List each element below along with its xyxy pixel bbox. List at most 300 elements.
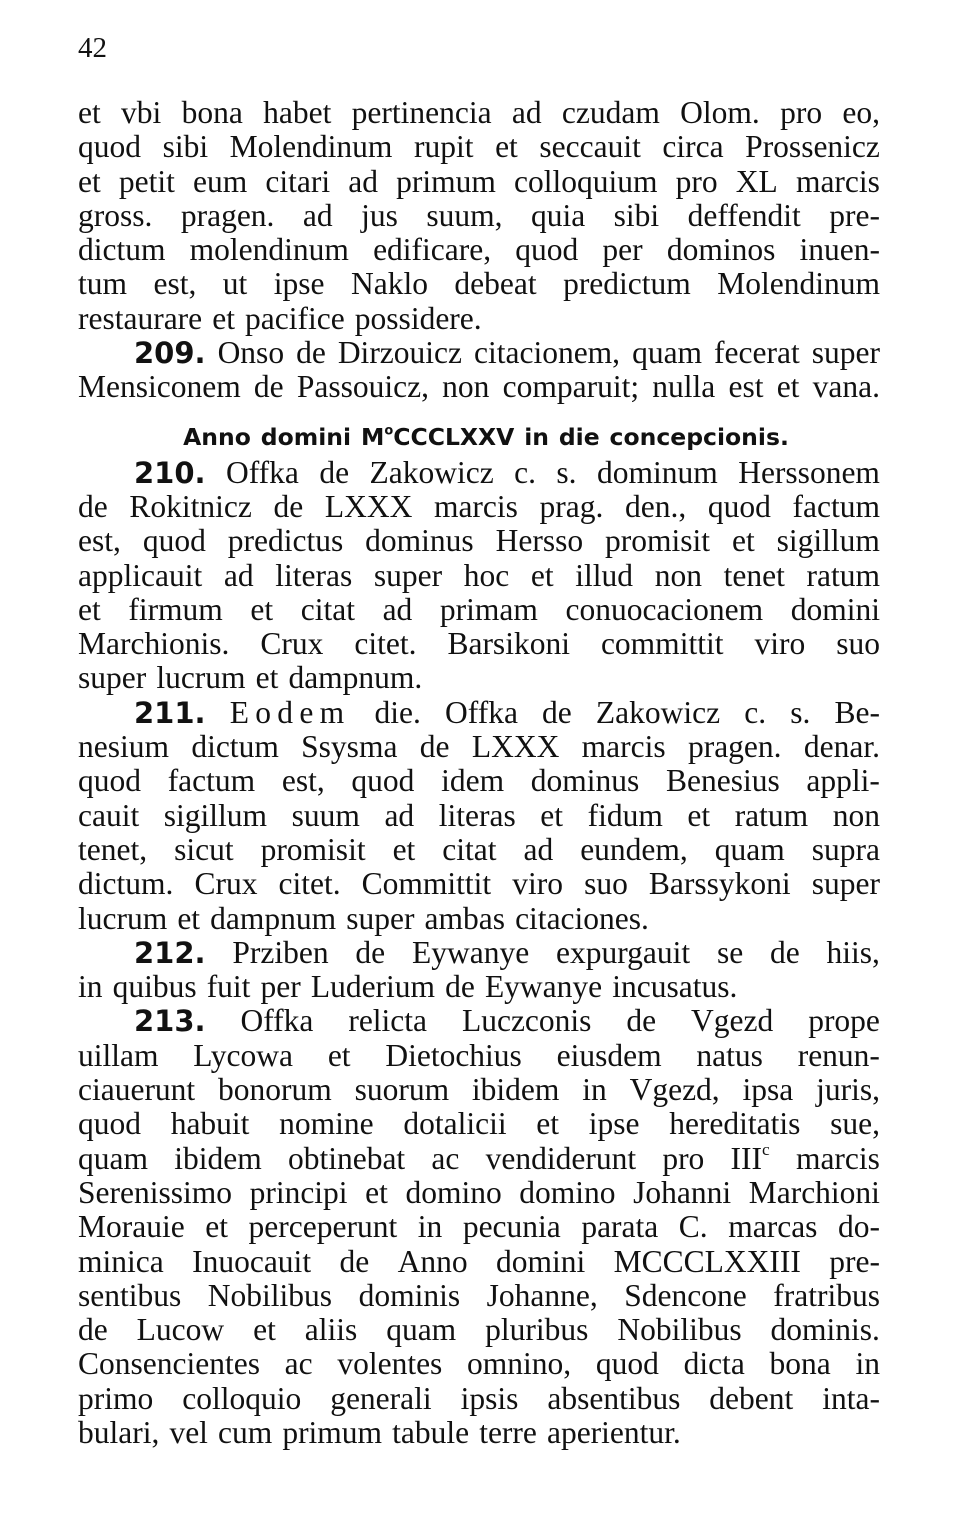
text-line <box>78 1107 880 1141</box>
word: lucrum <box>78 900 168 936</box>
word: pecunia <box>462 1209 561 1245</box>
word: factum <box>792 488 880 524</box>
word: obtinebat <box>287 1140 406 1176</box>
word: super <box>373 557 443 593</box>
word: ac <box>284 1346 313 1382</box>
word: et <box>253 1312 276 1348</box>
word: c. <box>514 454 536 490</box>
entry-number: 211. <box>134 695 206 730</box>
word: de <box>626 1003 657 1039</box>
word: Olom. <box>680 95 760 130</box>
word: omnino, <box>467 1346 572 1382</box>
word: literas <box>275 557 353 593</box>
word: hereditatis <box>669 1106 801 1142</box>
word: citaciones. <box>515 900 649 936</box>
word: Offka <box>445 694 518 730</box>
word: fratribus <box>773 1277 880 1313</box>
word: Mensiconem <box>78 369 241 405</box>
word: Naklo <box>350 266 428 302</box>
word: quam <box>78 1140 148 1176</box>
word: czudam <box>561 95 660 130</box>
word: Consencientes <box>78 1346 260 1382</box>
word: tum <box>78 266 128 302</box>
word: Onso <box>217 335 285 371</box>
word: petit <box>118 163 175 199</box>
word: bona <box>181 95 243 130</box>
word: et <box>212 300 235 336</box>
word: ratum <box>806 557 880 593</box>
word: debent <box>709 1380 794 1416</box>
word: do- <box>837 1209 880 1245</box>
word: nomine <box>279 1106 374 1142</box>
word: sigillum <box>163 797 268 833</box>
word: marcis <box>795 163 880 199</box>
text-line <box>78 1139 880 1176</box>
word: de <box>253 369 284 405</box>
text-line <box>78 627 880 661</box>
word: Nobilibus <box>207 1277 333 1313</box>
entry-number: 212. <box>134 935 206 970</box>
word: rupit <box>414 129 474 165</box>
word: tenet, <box>78 831 148 867</box>
word: Lycowa <box>193 1037 294 1073</box>
word: vana. <box>812 369 880 405</box>
word: Offka <box>226 454 299 490</box>
word: juris, <box>816 1072 880 1108</box>
word: cum <box>218 1414 273 1450</box>
word: committit <box>600 626 724 662</box>
text-line <box>78 456 880 490</box>
text-line <box>78 1416 880 1450</box>
word: ut <box>222 266 248 302</box>
word: vel <box>169 1414 208 1450</box>
word: quam <box>386 1312 457 1348</box>
word: primum <box>396 163 496 199</box>
word: tabule <box>392 1414 470 1450</box>
word: ipsa <box>742 1072 794 1108</box>
text-line <box>78 1210 880 1244</box>
word: uillam <box>78 1037 159 1073</box>
word: et <box>78 163 101 199</box>
word: per <box>260 969 301 1005</box>
text-line <box>78 490 880 524</box>
word: de <box>445 969 475 1005</box>
word: hiis, <box>826 934 880 970</box>
word: se <box>716 934 744 970</box>
word: pro <box>780 95 823 130</box>
word: Anno <box>397 1243 468 1279</box>
word: Johanne, <box>486 1277 598 1313</box>
text-line <box>78 1073 880 1107</box>
word: et <box>536 1106 560 1142</box>
word: marcis <box>795 1140 880 1176</box>
word: parata <box>581 1209 659 1245</box>
word: suo <box>836 626 880 662</box>
word: domino <box>405 1174 502 1210</box>
word: Herssonem <box>738 454 880 490</box>
word: possidere. <box>354 300 482 336</box>
word: Marchionis. <box>78 626 230 662</box>
word: minica <box>78 1243 164 1279</box>
word: aperientur. <box>546 1414 681 1450</box>
word: Offka <box>240 1003 314 1039</box>
word: Zakowicz <box>369 454 494 490</box>
word: et <box>205 1209 228 1245</box>
word: LXXX <box>324 488 413 524</box>
word: LXXX <box>471 729 560 765</box>
word: de <box>78 488 108 524</box>
word: supra <box>811 831 880 867</box>
word: domini <box>790 591 880 627</box>
word: perceperunt <box>248 1209 398 1245</box>
word: quod <box>78 763 141 799</box>
word: citat <box>442 831 497 867</box>
word: viro <box>512 866 563 902</box>
word: suum, <box>426 197 503 233</box>
entry-number: 213. <box>134 1004 206 1039</box>
word: dicta <box>683 1346 745 1382</box>
word: sentibus <box>78 1277 182 1313</box>
text-line <box>78 1347 880 1381</box>
entry-number: 209. <box>134 336 206 371</box>
word: Sdencone <box>624 1277 747 1313</box>
word: et <box>327 1037 351 1073</box>
word: expurgauit <box>555 934 691 970</box>
word: et <box>365 1174 388 1210</box>
text-line <box>78 593 880 627</box>
word: factum <box>167 763 256 799</box>
word: relicta <box>348 1003 428 1039</box>
word: citari <box>265 163 331 199</box>
word: super <box>811 866 880 902</box>
text-line <box>78 936 880 970</box>
amount: III$^c$ <box>730 1139 770 1176</box>
text-line <box>78 267 880 301</box>
word: super <box>811 335 880 371</box>
word: colloquio <box>182 1380 302 1416</box>
amount-superscript: c <box>762 1139 770 1159</box>
word: C. <box>678 1209 708 1245</box>
word: non <box>832 797 880 833</box>
text-line <box>78 661 880 695</box>
text-line <box>78 1382 880 1416</box>
word: quod <box>351 763 415 799</box>
word: Dirzouicz <box>337 335 462 371</box>
text-line <box>78 833 880 867</box>
word: ad <box>382 591 413 627</box>
word: bulari, <box>78 1414 160 1450</box>
word: quibus <box>112 969 197 1005</box>
word: inuen- <box>799 232 880 268</box>
word: primo <box>78 1380 154 1416</box>
word: Hersso <box>495 523 584 559</box>
word: generali <box>330 1380 432 1416</box>
word: terre <box>479 1414 537 1450</box>
word: citacionem, <box>474 335 621 371</box>
word: dictum. <box>78 866 174 902</box>
word: ad <box>523 831 554 867</box>
heading-word: concepcionis. <box>609 422 789 451</box>
word: dominus <box>365 523 474 559</box>
word: quod <box>515 232 579 268</box>
word: Prziben <box>232 934 329 970</box>
word: quod <box>78 1106 141 1142</box>
word: et <box>776 369 800 405</box>
word: Molendinum <box>229 129 393 165</box>
word: est, <box>78 523 121 559</box>
word: predictum <box>563 266 691 302</box>
word: Vgezd <box>691 1003 774 1039</box>
word: dominis <box>358 1277 461 1313</box>
word: Be- <box>834 694 880 730</box>
word: in <box>78 969 103 1005</box>
word: de <box>419 729 450 765</box>
word: quod <box>78 129 141 165</box>
word: Eywanye <box>411 934 530 970</box>
word: ipsis <box>460 1380 519 1416</box>
word: et <box>392 831 416 867</box>
word: et <box>177 900 201 936</box>
word: quod <box>142 523 206 559</box>
word: de <box>339 1243 370 1279</box>
word: cauit <box>78 797 140 833</box>
word: ad <box>348 163 378 199</box>
word: ac <box>431 1140 460 1176</box>
word: pre- <box>829 1243 880 1279</box>
word: eundem, <box>580 831 688 867</box>
text-line <box>78 336 880 370</box>
text-line <box>78 302 880 336</box>
text-line <box>78 1279 880 1313</box>
heading-year: $M^oCCCLXXV$ <box>360 422 515 451</box>
word: Lucow <box>136 1312 225 1348</box>
heading-word: domini <box>260 422 352 451</box>
word: dominis. <box>770 1312 880 1348</box>
word: et <box>732 523 755 559</box>
word: de <box>319 454 350 490</box>
word: marcas <box>728 1209 818 1245</box>
word: Eywanye <box>484 969 603 1005</box>
word: Barssykoni <box>648 866 791 902</box>
word: Luczconis <box>461 1003 592 1039</box>
word: et <box>78 95 101 130</box>
word: gross. <box>78 197 153 233</box>
word: Prossenicz <box>745 129 880 165</box>
word: denar. <box>803 729 880 765</box>
word: Marchioni <box>748 1174 880 1210</box>
word: incusatus. <box>612 969 738 1005</box>
text-line <box>78 867 880 901</box>
word: Johanni <box>633 1174 732 1210</box>
word: non <box>442 369 490 405</box>
text-line <box>78 199 880 233</box>
word: sue, <box>830 1106 880 1142</box>
word: et <box>540 797 564 833</box>
text-line <box>78 233 880 267</box>
word: debeat <box>454 266 537 302</box>
text-line <box>78 730 880 764</box>
word: pre- <box>829 197 880 233</box>
text-line <box>78 559 880 593</box>
word: quam <box>632 335 703 371</box>
text-line <box>78 764 880 798</box>
word: in <box>582 1072 607 1108</box>
word: comparuit; <box>502 369 640 405</box>
word: molendinum <box>189 232 349 268</box>
word: Morauie <box>78 1209 185 1245</box>
word: dominos <box>666 232 776 268</box>
page-text <box>78 96 880 1450</box>
word: nulla <box>652 369 716 405</box>
word: natus <box>696 1037 763 1073</box>
word: jus <box>361 197 398 233</box>
word: marcis <box>433 488 518 524</box>
word: eum <box>193 163 248 199</box>
section-heading <box>78 419 880 456</box>
heading-word: in <box>524 422 549 451</box>
word: suo <box>584 866 628 902</box>
word: primam <box>439 591 538 627</box>
word: ad <box>223 557 254 593</box>
word: quia <box>530 197 586 233</box>
word: sibi <box>613 197 660 233</box>
word: tenet <box>723 557 785 593</box>
word: literas <box>438 797 516 833</box>
word: prope <box>808 1003 880 1039</box>
word: ad <box>384 797 415 833</box>
word: seccauit <box>539 129 641 165</box>
word: vbi <box>121 95 162 130</box>
text-line <box>78 370 880 404</box>
word: Eodem <box>229 694 351 730</box>
page-number: 42 <box>78 32 107 64</box>
word: suum <box>291 797 360 833</box>
word: Crux <box>194 866 258 902</box>
word: illud <box>575 557 634 593</box>
word: renun- <box>797 1037 880 1073</box>
word: et <box>250 591 274 627</box>
text-line <box>78 1313 880 1347</box>
word: edificare, <box>373 232 492 268</box>
heading-word: die <box>558 422 600 451</box>
word: MCCCLXXIII <box>613 1243 801 1279</box>
word: marcis <box>581 729 666 765</box>
text-line <box>78 165 880 199</box>
word: predictus <box>227 523 344 559</box>
word: sicut <box>174 831 234 867</box>
word: ratum <box>734 797 809 833</box>
text-line <box>78 524 880 558</box>
text-line <box>78 96 880 130</box>
word: Benesius <box>665 763 780 799</box>
entry-number: 210. <box>134 455 206 490</box>
text-line <box>78 1245 880 1279</box>
word: in <box>855 1346 880 1382</box>
word: hoc <box>463 557 510 593</box>
word: et <box>530 557 554 593</box>
word: primum <box>282 1414 383 1450</box>
word: vendiderunt <box>485 1140 637 1176</box>
word: sigillum <box>776 523 880 559</box>
word: dampnum. <box>288 660 423 696</box>
text-line <box>78 1176 880 1210</box>
word: c. <box>744 694 767 730</box>
word: habuit <box>170 1106 250 1142</box>
word: colloquium <box>514 163 658 199</box>
word: promisit <box>605 523 711 559</box>
word: dictum <box>78 232 166 268</box>
word: inta- <box>822 1380 880 1416</box>
word: et <box>255 660 279 696</box>
word: suorum <box>354 1072 450 1108</box>
word: conuocacionem <box>565 591 764 627</box>
word: s. <box>790 694 811 730</box>
word: firmum <box>128 591 223 627</box>
word: absentibus <box>547 1380 681 1416</box>
word: de <box>770 934 800 970</box>
word: Nobilibus <box>617 1312 742 1348</box>
word: non <box>654 557 702 593</box>
word: s. <box>556 454 577 490</box>
text-line <box>78 696 880 730</box>
word: principi <box>249 1174 348 1210</box>
word: dampnum <box>210 900 337 936</box>
word: citet. <box>354 626 417 662</box>
word: viro <box>754 626 806 662</box>
word: pro <box>675 163 718 199</box>
word: Luderium <box>310 969 436 1005</box>
word: est <box>728 369 764 405</box>
word: super <box>78 660 147 696</box>
word: in <box>417 1209 443 1245</box>
word: de <box>273 488 304 524</box>
word: restaurare <box>78 300 203 336</box>
word: ipse <box>588 1106 640 1142</box>
word: eiusdem <box>556 1037 662 1073</box>
word: idem <box>441 763 505 799</box>
word: eo, <box>842 95 880 130</box>
word: domini <box>495 1243 586 1279</box>
word: Ssysma <box>301 729 398 765</box>
word: Barsikoni <box>447 626 570 662</box>
word: pluribus <box>485 1312 589 1348</box>
word: Zakowicz <box>595 694 721 730</box>
word: domino <box>519 1174 616 1210</box>
word: dominus <box>530 763 640 799</box>
word: citet. <box>278 866 341 902</box>
word: Rokitnicz <box>129 488 252 524</box>
word: fuit <box>206 969 251 1005</box>
word: volentes <box>337 1346 443 1382</box>
text-line <box>78 970 880 1004</box>
text-line <box>78 1039 880 1073</box>
word: de <box>78 1312 108 1348</box>
word: ibidem <box>174 1140 262 1176</box>
text-line <box>78 1004 880 1038</box>
word: dotalicii <box>403 1106 507 1142</box>
word: de <box>542 694 572 730</box>
word: habet <box>263 95 332 130</box>
heading-word: Anno <box>183 422 251 451</box>
word: fecerat <box>714 335 800 371</box>
word: pertinencia <box>351 95 492 130</box>
word: ambas <box>424 900 505 936</box>
word: Passouicz, <box>296 369 429 405</box>
word: Serenissimo <box>78 1174 232 1210</box>
word: Vgezd, <box>629 1072 720 1108</box>
word: super <box>346 900 415 936</box>
text-line <box>78 799 880 833</box>
